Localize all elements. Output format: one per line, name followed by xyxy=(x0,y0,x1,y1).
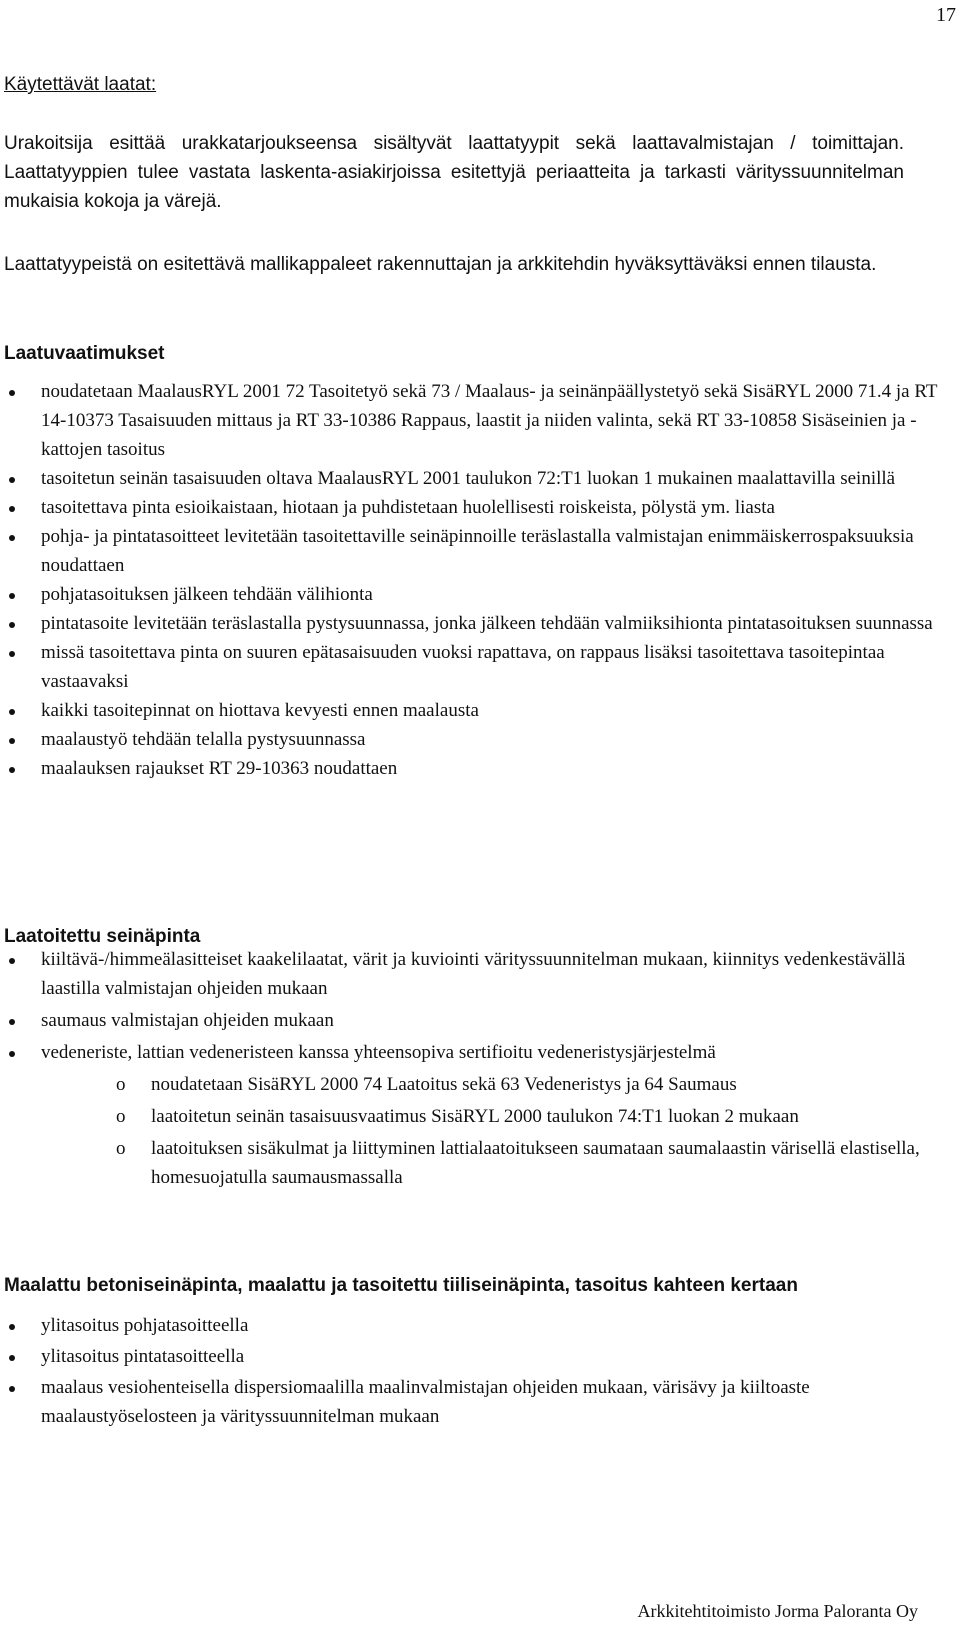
bullet-icon xyxy=(9,1019,15,1025)
bullet-icon xyxy=(9,1386,15,1392)
bullet-icon xyxy=(9,593,15,599)
paragraph-contractor-tiles: Urakoitsija esittää urakkatarjoukseensa sisältyvät laattatyypit sekä laattavalmistajan / toimittajan. Laattatyyppien tulee vastata laskenta-asiakirjoissa esitettyjä periaatteita ja tarkasti värityssuunnitelman mukaisia kokoja ja värejä. xyxy=(4,133,904,212)
tiled-wall-list xyxy=(0,942,940,1192)
heading-tiled-wall: Laatoitettu seinäpinta xyxy=(4,926,201,947)
list-item xyxy=(0,1342,940,1371)
circle-bullet-icon: o xyxy=(116,1138,126,1159)
list-item-text: maalaus vesiohenteisella dispersiomaalilla maalinvalmistajan ohjeiden mukaan, värisävy ja kiiltoaste maalaustyöselosteen ja värityssuunnitelman mukaan xyxy=(41,1377,810,1427)
list-item xyxy=(0,696,940,725)
list-item xyxy=(0,1311,940,1340)
page-number: 17 xyxy=(936,4,956,26)
list-item-text: tasoitetun seinän tasaisuuden oltava MaalausRYL 2001 taulukon 72:T1 luokan 1 mukainen maalattavilla seinillä xyxy=(41,468,896,489)
list-item xyxy=(0,638,940,696)
list-item-text: ylitasoitus pintatasoitteella xyxy=(41,1346,245,1367)
list-item-text: pintatasoite levitetään teräslastalla pystysuunnassa, jonka jälkeen tehdään valmiiksihionta pintatasoituksen suunnassa xyxy=(41,613,933,634)
sub-list-item xyxy=(0,1070,940,1099)
bullet-icon xyxy=(9,535,15,541)
quality-requirements-list xyxy=(0,377,940,783)
heading-quality-requirements: Laatuvaatimukset xyxy=(4,343,165,364)
list-item xyxy=(0,464,940,493)
list-item xyxy=(0,725,940,754)
bullet-icon xyxy=(9,709,15,715)
bullet-icon xyxy=(9,1355,15,1361)
list-item-text: kiiltävä-/himmeälasitteiset kaakelilaatat, värit ja kuviointi värityssuunnitelman mukaan, kiinnitys vedenkestävällä laastilla valmistajan ohjeiden mukaan xyxy=(41,949,906,999)
section-title: Käytettävät laatat: xyxy=(4,74,157,95)
painted-wall-list xyxy=(0,1309,940,1431)
list-item xyxy=(0,1373,940,1431)
sub-list-item xyxy=(0,1134,940,1192)
heading-painted-wall: Maalattu betoniseinäpinta, maalattu ja tasoitettu tiiliseinäpinta, tasoitus kahteen kertaan xyxy=(4,1275,798,1296)
list-item xyxy=(0,493,940,522)
circle-bullet-icon: o xyxy=(116,1106,126,1127)
bullet-icon xyxy=(9,651,15,657)
bullet-icon xyxy=(9,1324,15,1330)
list-item-text: maalaustyö tehdään telalla pystysuunnassa xyxy=(41,729,366,750)
list-item-text: pohja- ja pintatasoitteet levitetään tasoitettaville seinäpinnoille teräslastalla valmistajan enimmäiskerrospaksuuksia noudattaen xyxy=(41,526,914,576)
list-item-text: vedeneriste, lattian vedeneristeen kanssa yhteensopiva sertifioitu vedeneristysjärjestelmä xyxy=(41,1042,716,1063)
bullet-icon xyxy=(9,506,15,512)
list-item-text: missä tasoitettava pinta on suuren epätasaisuuden vuoksi rapattava, on rappaus lisäksi tasoitettava tasoitepintaa vastaavaksi xyxy=(41,642,885,692)
list-item xyxy=(0,945,940,1003)
bullet-icon xyxy=(9,622,15,628)
list-item xyxy=(0,377,940,464)
circle-bullet-icon: o xyxy=(116,1074,126,1095)
list-item xyxy=(0,609,940,638)
list-item-text: pohjatasoituksen jälkeen tehdään välihionta xyxy=(41,584,373,605)
bullet-icon xyxy=(9,738,15,744)
list-item-text: saumaus valmistajan ohjeiden mukaan xyxy=(41,1010,334,1031)
sub-list-item-text: noudatetaan SisäRYL 2000 74 Laatoitus sekä 63 Vedeneristys ja 64 Saumaus xyxy=(151,1074,737,1095)
bullet-icon xyxy=(9,958,15,964)
list-item xyxy=(0,754,940,783)
list-item-text: maalauksen rajaukset RT 29-10363 noudattaen xyxy=(41,758,398,779)
list-item-text: kaikki tasoitepinnat on hiottava kevyesti ennen maalausta xyxy=(41,700,479,721)
paragraph-samples: Laattatyypeistä on esitettävä mallikappaleet rakennuttajan ja arkkitehdin hyväksyttäväksi ennen tilausta. xyxy=(4,254,877,275)
list-item-text: tasoitettava pinta esioikaistaan, hiotaan ja puhdistetaan huolellisesti roiskeista, pölystä ym. liasta xyxy=(41,497,775,518)
bullet-icon xyxy=(9,767,15,773)
sub-list-item-text: laatoituksen sisäkulmat ja liittyminen lattialaatoitukseen saumataan saumalaastin värisellä elastisella, homesuojatulla saumausmassalla xyxy=(151,1138,920,1188)
sub-list-item-text: laatoitetun seinän tasaisuusvaatimus SisäRYL 2000 taulukon 74:T1 luokan 2 mukaan xyxy=(151,1106,799,1127)
list-item-text: noudatetaan MaalausRYL 2001 72 Tasoitetyö sekä 73 / Maalaus- ja seinänpäällystetyö sekä SisäRYL 2000 71.4 ja RT 14-10373 Tasaisuuden mittaus ja RT 33-10386 Rappaus, laastit ja niiden valinta, sekä RT 33-10858 Sisäseinien ja -kattojen tasoitus xyxy=(41,381,938,460)
list-item-text: ylitasoitus pohjatasoitteella xyxy=(41,1315,249,1336)
sub-list-item xyxy=(0,1102,940,1131)
list-item xyxy=(0,580,940,609)
list-item xyxy=(0,1006,940,1035)
footer-company: Arkkitehtitoimisto Jorma Paloranta Oy xyxy=(637,1601,918,1621)
bullet-icon xyxy=(9,477,15,483)
bullet-icon xyxy=(9,1051,15,1057)
bullet-icon xyxy=(9,390,15,396)
list-item xyxy=(0,522,940,580)
list-item xyxy=(0,1038,940,1067)
